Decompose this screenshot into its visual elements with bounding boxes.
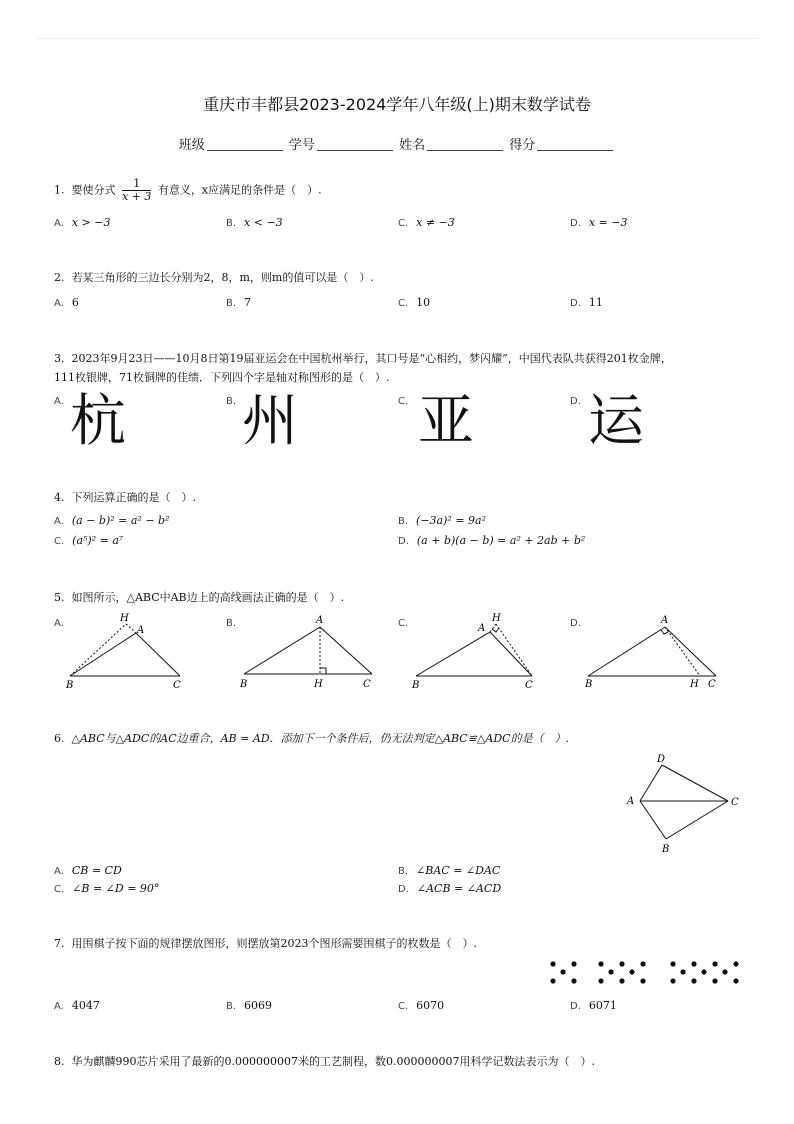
option-text: 6069	[244, 999, 273, 1012]
question-text: 下列运算正确的是（ ）.	[71, 491, 196, 504]
option-text: 6070	[416, 999, 445, 1012]
question-8-stem	[54, 1053, 595, 1069]
question-text: 用围棋子按下面的规律摆放图形，则摆放第2023个图形需要围棋子的枚数是（ ）.	[71, 937, 477, 950]
fraction-denominator: x + 3	[122, 190, 152, 203]
option-text: CB = CD	[71, 864, 122, 877]
q5c-label-h: H	[492, 613, 501, 624]
question-number: 5.	[54, 591, 65, 604]
question-number: 1.	[54, 183, 65, 197]
q5d-label-b: B	[585, 679, 593, 690]
q5d-label-a: A	[661, 615, 669, 626]
option-text: 6071	[588, 999, 617, 1012]
q3-char-a: 杭	[70, 389, 126, 454]
option-text: (a + b)(a − b) = a² + 2ab + b²	[416, 534, 586, 547]
option-text: x ≠ −3	[416, 216, 455, 229]
option-letter: D.	[398, 536, 409, 547]
question-text: 111枚银牌，71枚铜牌的佳绩．下列四个字是轴对称图形的是（ ）.	[54, 371, 390, 384]
score-label: 得分	[509, 138, 536, 153]
option-letter: C.	[398, 1001, 409, 1012]
q6-label-c: C	[731, 797, 739, 808]
q7-option-b[interactable]	[226, 999, 272, 1012]
question-7-stem	[54, 935, 477, 951]
q6-option-c[interactable]	[54, 882, 159, 895]
q5b-label-c: C	[363, 679, 371, 690]
question-text: 华为麒麟990芯片采用了最新的0.000000007米的工艺制程，数0.000000007用科学记数法表示为（ ）.	[71, 1055, 595, 1068]
option-letter: C.	[54, 536, 65, 547]
option-letter: A.	[54, 618, 64, 629]
q6-label-b: B	[662, 844, 670, 855]
question-6-stem	[54, 730, 569, 746]
q7-option-c[interactable]	[398, 999, 444, 1012]
option-letter: D.	[398, 884, 409, 895]
q5b-label-a: A	[316, 615, 324, 626]
q7-stone-patterns	[550, 961, 738, 983]
q6-label-a: A	[627, 796, 635, 807]
option-letter: A.	[54, 1001, 64, 1012]
question-number: 6.	[54, 732, 65, 745]
q5-figure-c	[416, 624, 532, 676]
q5-figure-d	[588, 627, 716, 676]
question-number: 3.	[54, 352, 65, 365]
q5a-label-a: A	[137, 625, 145, 636]
option-text: 11	[588, 296, 603, 309]
option-letter: D.	[570, 618, 581, 629]
question-number: 8.	[54, 1055, 65, 1068]
student-id-label: 学号	[288, 138, 315, 153]
option-text: ∠BAC = ∠DAC	[416, 864, 501, 877]
option-text: (a⁵)² = a⁷	[72, 534, 124, 547]
q6-label-d: D	[657, 754, 666, 765]
option-letter: B.	[226, 218, 237, 229]
q5c-label-c: C	[525, 680, 533, 691]
option-letter: A.	[54, 298, 64, 309]
q6-option-d[interactable]	[398, 882, 501, 895]
q5-figure-a	[70, 624, 180, 676]
option-letter: A.	[54, 396, 64, 407]
q7-pattern-2	[598, 961, 645, 983]
q5b-label-b: B	[240, 679, 248, 690]
option-letter: B.	[226, 298, 237, 309]
option-letter: C.	[398, 396, 409, 407]
option-letter: A.	[54, 218, 64, 229]
option-letter: C.	[398, 618, 409, 629]
question-text: 有意义，x应满足的条件是（ ）.	[157, 183, 322, 197]
q7-pattern-1	[550, 961, 576, 983]
q7-option-a[interactable]	[54, 999, 100, 1012]
class-label: 班级	[178, 138, 205, 153]
q7-pattern-3	[670, 961, 738, 983]
option-letter: C.	[398, 218, 409, 229]
q5c-label-a: A	[478, 623, 486, 634]
q5a-label-b: B	[66, 680, 74, 691]
fraction-numerator: 1	[122, 178, 151, 191]
option-letter: C.	[398, 298, 409, 309]
q6-option-b[interactable]	[398, 864, 500, 877]
option-text: x > −3	[71, 216, 111, 229]
option-text: ∠ACB = ∠ACD	[416, 882, 502, 895]
option-text: 6	[71, 296, 79, 309]
option-letter: D.	[570, 396, 581, 407]
option-letter: B.	[226, 396, 237, 407]
option-letter: C.	[54, 884, 65, 895]
option-letter: B.	[226, 1001, 237, 1012]
question-number: 2.	[54, 271, 65, 284]
q3-char-d: 运	[588, 389, 644, 454]
q5d-label-c: C	[708, 679, 716, 690]
q5b-label-h: H	[314, 679, 323, 690]
exam-title: 重庆市丰都县2023-2024学年八年级(上)期末数学试卷	[203, 95, 591, 114]
option-text: ∠B = ∠D = 90°	[72, 882, 160, 895]
q6-figure	[640, 765, 728, 839]
q7-option-d[interactable]	[570, 999, 617, 1012]
option-text: 4047	[71, 999, 100, 1012]
option-letter: B.	[398, 516, 409, 527]
option-text: (a − b)² = a² − b²	[71, 514, 170, 527]
option-text: 10	[416, 296, 431, 309]
q5-figure-b	[244, 627, 372, 674]
q6-option-a[interactable]	[54, 864, 122, 877]
q3-char-b: 州	[242, 389, 298, 454]
q5a-label-h: H	[120, 613, 129, 624]
option-letter: B.	[398, 866, 409, 877]
question-text: 要使分式	[71, 183, 116, 197]
option-text: x < −3	[244, 216, 283, 229]
q5a-label-c: C	[173, 680, 181, 691]
q5d-label-h: H	[690, 679, 699, 690]
option-letter: D.	[570, 1001, 581, 1012]
q5c-label-b: B	[412, 680, 420, 691]
question-number: 4.	[54, 491, 65, 504]
option-text: x = −3	[588, 216, 628, 229]
option-text: (−3a)² = 9a²	[416, 514, 486, 527]
question-text: 若某三角形的三边长分别为2，8，m，则m的值可以是（ ）.	[71, 271, 374, 284]
option-letter: A.	[54, 516, 64, 527]
option-letter: D.	[570, 218, 581, 229]
question-text: △ABC与△ADC的AC边重合，AB = AD．添加下一个条件后，仍无法判定△ABC≌△ADC的是（ ）.	[71, 732, 570, 745]
name-label: 姓名	[399, 138, 426, 153]
option-letter: D.	[570, 298, 581, 309]
question-text: 如图所示，△ABC中AB边上的高线画法正确的是（ ）.	[71, 591, 345, 604]
option-text: 7	[244, 296, 252, 309]
question-text: 2023年9月23日——10月8日第19届亚运会在中国杭州举行，其口号是“心相约，梦闪耀”，中国代表队共获得201枚金牌，	[71, 352, 672, 365]
option-letter: A.	[54, 866, 64, 877]
question-number: 7.	[54, 937, 65, 950]
q3-char-c: 亚	[418, 389, 474, 454]
option-letter: B.	[226, 618, 237, 629]
